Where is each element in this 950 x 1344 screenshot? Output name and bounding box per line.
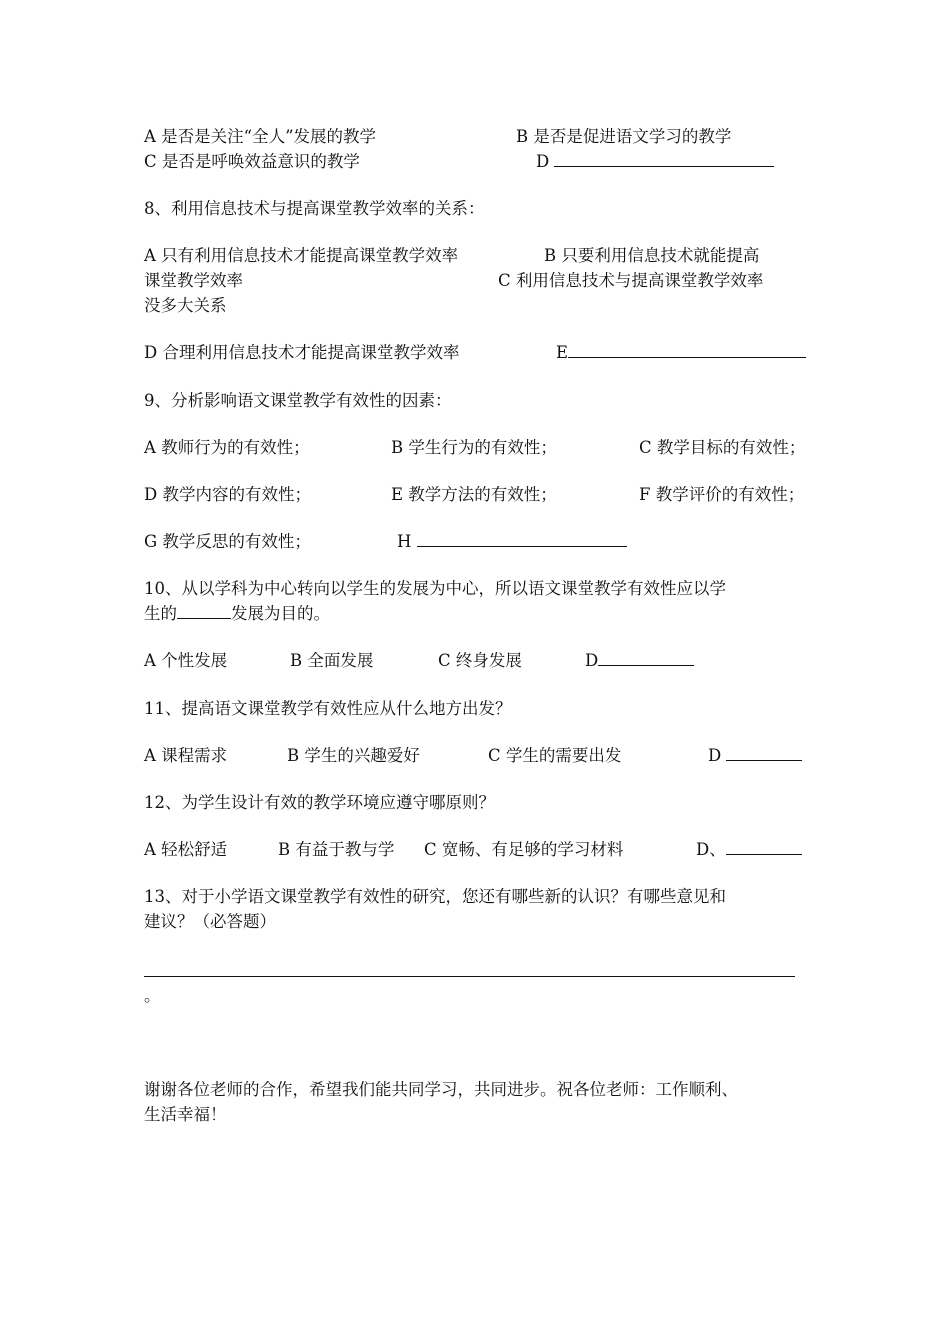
q9-option-g: G 教学反思的有效性； bbox=[144, 532, 311, 551]
q9-option-a: A 教师行为的有效性； bbox=[144, 438, 310, 457]
q7-answer-blank bbox=[554, 151, 774, 167]
closing-line2: 生活幸福！ bbox=[144, 1105, 227, 1124]
q7-option-a: A 是否是关注“全人”发展的教学 bbox=[144, 127, 377, 146]
q12-option-d: D、 bbox=[696, 838, 802, 862]
q9-option-e: E 教学方法的有效性； bbox=[391, 485, 557, 504]
q11-option-b: B 学生的兴趣爱好 bbox=[287, 746, 420, 765]
q10-inline-blank bbox=[177, 603, 231, 619]
q8-option-e: E bbox=[556, 341, 806, 365]
q12-option-b: B 有益于教与学 bbox=[278, 840, 395, 859]
q11-answer-blank bbox=[726, 745, 802, 761]
q10-option-a: A 个性发展 bbox=[144, 651, 228, 670]
q9-option-d: D 教学内容的有效性； bbox=[144, 485, 311, 504]
closing-line1: 谢谢各位老师的合作，希望我们能共同学习，共同进步。祝各位老师：工作顺利、 bbox=[144, 1080, 738, 1099]
q9-option-c: C 教学目标的有效性； bbox=[639, 438, 806, 457]
q8-option-b: B 只要利用信息技术就能提高 bbox=[544, 246, 760, 265]
q12-answer-blank bbox=[726, 839, 802, 855]
q11-option-a: A 课程需求 bbox=[144, 746, 228, 765]
q12-option-a: A 轻松舒适 bbox=[144, 840, 228, 859]
q8-answer-blank bbox=[568, 342, 806, 358]
q13-question-line1: 13、对于小学语文课堂教学有效性的研究，您还有哪些新的认识？有哪些意见和 bbox=[144, 887, 726, 906]
q9-option-f: F 教学评价的有效性； bbox=[639, 485, 805, 504]
q11-option-d: D bbox=[708, 744, 802, 768]
q12-question: 12、为学生设计有效的教学环境应遵守哪原则？ bbox=[144, 793, 495, 812]
q13-answer-line bbox=[144, 976, 795, 977]
q10-answer-blank bbox=[598, 650, 694, 666]
q9-option-b: B 学生行为的有效性； bbox=[391, 438, 557, 457]
q7-option-c: C 是否是呼唤效益意识的教学 bbox=[144, 152, 360, 171]
q8-option-c-continued: 没多大关系 bbox=[144, 296, 227, 315]
q8-option-d: D 合理利用信息技术才能提高课堂教学效率 bbox=[144, 343, 460, 362]
q10-option-b: B 全面发展 bbox=[290, 651, 374, 670]
q8-option-c: C 利用信息技术与提高课堂教学效率 bbox=[498, 271, 764, 290]
q13-end-mark: 。 bbox=[144, 986, 161, 1005]
q7-option-d: D bbox=[536, 150, 774, 174]
q10-question-line1: 10、从以学科为中心转向以学生的发展为中心，所以语文课堂教学有效性应以学 bbox=[144, 579, 726, 598]
q10-question-line2: 生的 发展为目的。 bbox=[144, 604, 330, 623]
q8-option-a: A 只有利用信息技术才能提高课堂教学效率 bbox=[144, 246, 459, 265]
q10-option-c: C 终身发展 bbox=[438, 651, 522, 670]
q9-answer-blank bbox=[417, 531, 627, 547]
q11-question: 11、提高语文课堂教学有效性应从什么地方出发？ bbox=[144, 699, 512, 718]
q13-question-line2: 建议？（必答题） bbox=[144, 912, 276, 931]
q10-option-d: D bbox=[585, 649, 694, 673]
q11-option-c: C 学生的需要出发 bbox=[488, 746, 622, 765]
q9-option-h: H bbox=[397, 530, 627, 554]
q8-question: 8、利用信息技术与提高课堂教学效率的关系： bbox=[144, 199, 485, 218]
q9-question: 9、分析影响语文课堂教学有效性的因素： bbox=[144, 391, 452, 410]
q12-option-c: C 宽畅、有足够的学习材料 bbox=[424, 840, 624, 859]
q7-option-b: B 是否是促进语文学习的教学 bbox=[516, 127, 732, 146]
q8-option-b-continued: 课堂教学效率 bbox=[144, 271, 243, 290]
